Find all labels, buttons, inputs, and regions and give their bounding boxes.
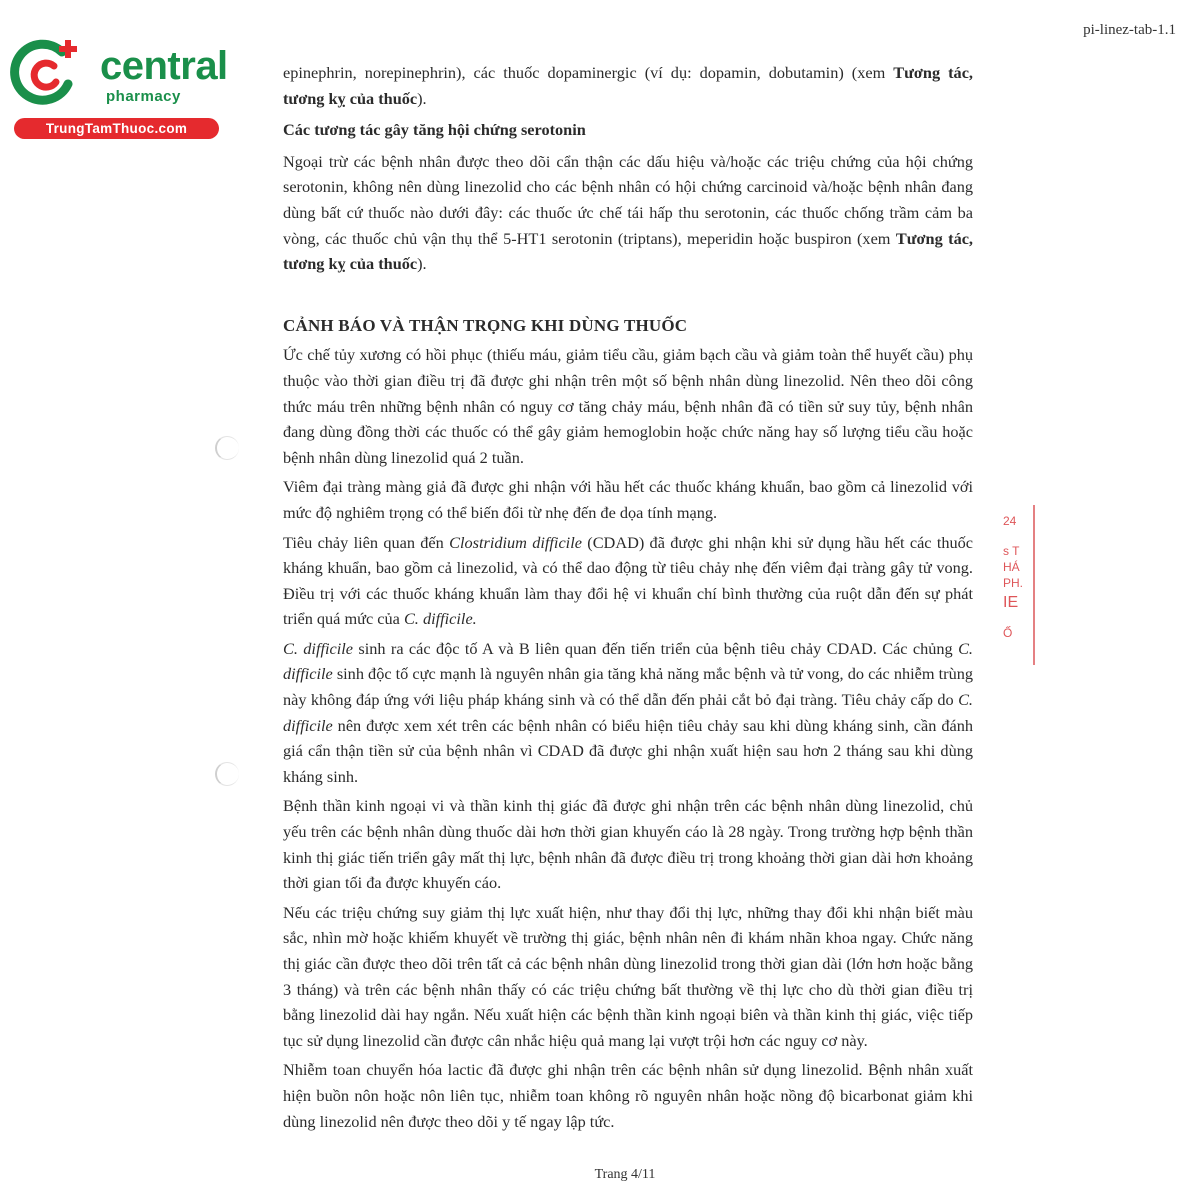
paragraph-c-difficile — [283, 636, 973, 790]
logo-name: central — [100, 44, 228, 88]
stamp-line: HÁ — [1003, 560, 1020, 574]
organism-name: Clostridium difficile — [449, 532, 582, 552]
organism-name: C. difficile — [283, 690, 973, 735]
text-span: ). — [417, 88, 427, 108]
text-span: nên được xem xét trên các bệnh nhân có biểu hiện tiêu chảy sau khi dùng kháng sinh, cần đánh giá cẩn thận tiền sử của bệnh nhân vì CDAD đã được ghi nhận xuất hiện sau hơn 2 tháng sau khi dùng kháng sinh. — [283, 715, 973, 786]
organism-name: C. difficile. — [403, 609, 477, 629]
stamp-line: 24 — [1003, 514, 1017, 528]
text-span: epinephrin, norepinephrin), các thuốc dopaminergic (ví dụ: dopamin, dobutamin) (xem — [283, 63, 894, 82]
subheading-serotonin: Các tương tác gây tăng hội chứng serotonin — [283, 120, 586, 140]
page-number: Trang 4/11 — [594, 1167, 656, 1182]
logo-website-link[interactable]: TrungTamThuoc.com — [14, 118, 219, 139]
cross-reference: Tương tác, tương kỵ của thuốc — [283, 63, 973, 108]
text-span: (CDAD) đã được ghi nhận khi sử dụng hầu hết các thuốc kháng khuẩn, bao gồm cả linezolid, và có thể dao động từ tiêu chảy nhẹ đến viêm đại tràng gây tử vong. Điều trị với các thuốc kháng khuẩn làm thay đổi hệ vi khuẩn chí bình thường của ruột dẫn đến sự phát triển quá mức của — [283, 532, 974, 629]
document-id: pi-linez-tab-1.1 — [1083, 22, 1176, 38]
red-stamp-fragment — [1003, 505, 1035, 665]
punch-hole-mark — [215, 436, 239, 460]
text-span: sinh ra các độc tố A và B liên quan đến tiến triển của bệnh tiêu chảy CDAD. Các chủng — [353, 638, 959, 658]
text-span: ). — [417, 254, 427, 274]
punch-hole-mark — [215, 762, 239, 786]
paragraph-neuropathy: Bệnh thần kinh ngoại vi và thần kinh thị giác đã được ghi nhận trên các bệnh nhân dùng linezolid, chủ yếu trên các bệnh nhân dùng thuốc dài hơn thời gian khuyến cáo là 28 ngày. Trong trường hợp bệnh thần kinh thị giác tiến triển gây mất thị lực, bệnh nhân đã được điều trị trong khoảng thời gian dài hơn khoảng thời gian tối đa được khuyến cáo. — [283, 796, 973, 893]
stamp-line: Ố — [1003, 626, 1013, 640]
paragraph-lactic-acidosis: Nhiễm toan chuyển hóa lactic đã được ghi nhận trên các bệnh nhân sử dụng linezolid. Bệnh nhân xuất hiện buồn nôn hoặc nôn liên tục, nhiễm toan không rõ nguyên nhân hoặc nồng độ bicarbonat giảm khi dùng linezolid nên được theo dõi y tế ngay lập tức. — [283, 1060, 973, 1131]
intro-paragraph — [283, 60, 973, 111]
text-span: Ngoại trừ các bệnh nhân được theo dõi cẩn thận các dấu hiệu và/hoặc các triệu chứng của hội chứng serotonin, không nên dùng linezolid cho các bệnh nhân có hội chứng carcinoid và/hoặc bệnh nhân đang dùng bất cứ thuốc nào dưới đây: các thuốc ức chế tái hấp thu serotonin, các thuốc chống trầm cảm ba vòng, các thuốc chủ vận thụ thể 5-HT1 serotonin (triptans), meperidin hoặc buspiron (xem — [283, 151, 973, 248]
paragraph-colitis: Viêm đại tràng màng giả đã được ghi nhận với hầu hết các thuốc kháng khuẩn, bao gồm cả linezolid với mức độ nghiêm trọng có thể biến đổi từ nhẹ đến đe dọa tính mạng. — [283, 477, 973, 522]
stamp-line: IE — [1003, 594, 1019, 611]
serotonin-paragraph — [283, 149, 973, 277]
document-body — [283, 60, 973, 1138]
organism-name: C. difficile — [283, 638, 354, 658]
paragraph-vision: Nếu các triệu chứng suy giảm thị lực xuất hiện, như thay đổi thị lực, những thay đổi khi nhận biết màu sắc, nhìn mờ hoặc khiếm khuyết về trường thị giác, bệnh nhân nên đi khám nhãn khoa ngay. Chức năng thị giác cần được theo dõi trên tất cả các bệnh nhân dùng linezolid trong thời gian dài (lớn hơn hoặc bằng 3 tháng) và trên các bệnh nhân thấy có các triệu chứng bất thường về thị lực cho dù thời gian điều trị bằng linezolid dài hay ngắn. Nếu xuất hiện các bệnh thần kinh ngoại biên và thần kinh thị giác, việc tiếp tục sử dụng linezolid cần được cân nhắc hiệu quả mang lại vượt trội hơn các nguy cơ này. — [283, 902, 973, 1050]
text-span: Tiêu chảy liên quan đến — [283, 532, 450, 552]
logo-mark-icon — [10, 38, 82, 110]
text-span: sinh độc tố cực mạnh là nguyên nhân gia tăng khả năng mắc bệnh và tử vong, do các nhiễm trùng này không đáp ứng với liệu pháp kháng sinh và có thể dẫn đến phải cắt bỏ đại tràng. Tiêu chảy cấp do — [283, 664, 973, 710]
section-title-warnings: CẢNH BÁO VÀ THẬN TRỌNG KHI DÙNG THUỐC — [283, 315, 688, 335]
paragraph-cdad — [283, 530, 973, 632]
brand-logo[interactable] — [10, 38, 228, 138]
stamp-line: PH. — [1003, 576, 1024, 590]
stamp-line: s T — [1003, 544, 1020, 558]
logo-subtitle: pharmacy — [106, 88, 181, 105]
organism-name: C. difficile — [283, 638, 973, 684]
paragraph-bone-marrow: Ức chế tủy xương có hồi phục (thiếu máu, giảm tiểu cầu, giảm bạch cầu và giảm toàn thể huyết cầu) phụ thuộc vào thời gian điều trị đã được ghi nhận trên một số bệnh nhân dùng linezolid. Nên theo dõi công thức máu trên những bệnh nhân có nguy cơ tăng chảy máu, bệnh nhân đã có tiền sử suy tủy, bệnh nhân đang dùng đồng thời các thuốc có thể gây giảm hemoglobin hoặc chức năng hay số lượng tiểu cầu hoặc bệnh nhân dùng linezolid quá 2 tuần. — [283, 345, 973, 467]
cross-reference: Tương tác, tương kỵ của thuốc — [283, 228, 974, 274]
